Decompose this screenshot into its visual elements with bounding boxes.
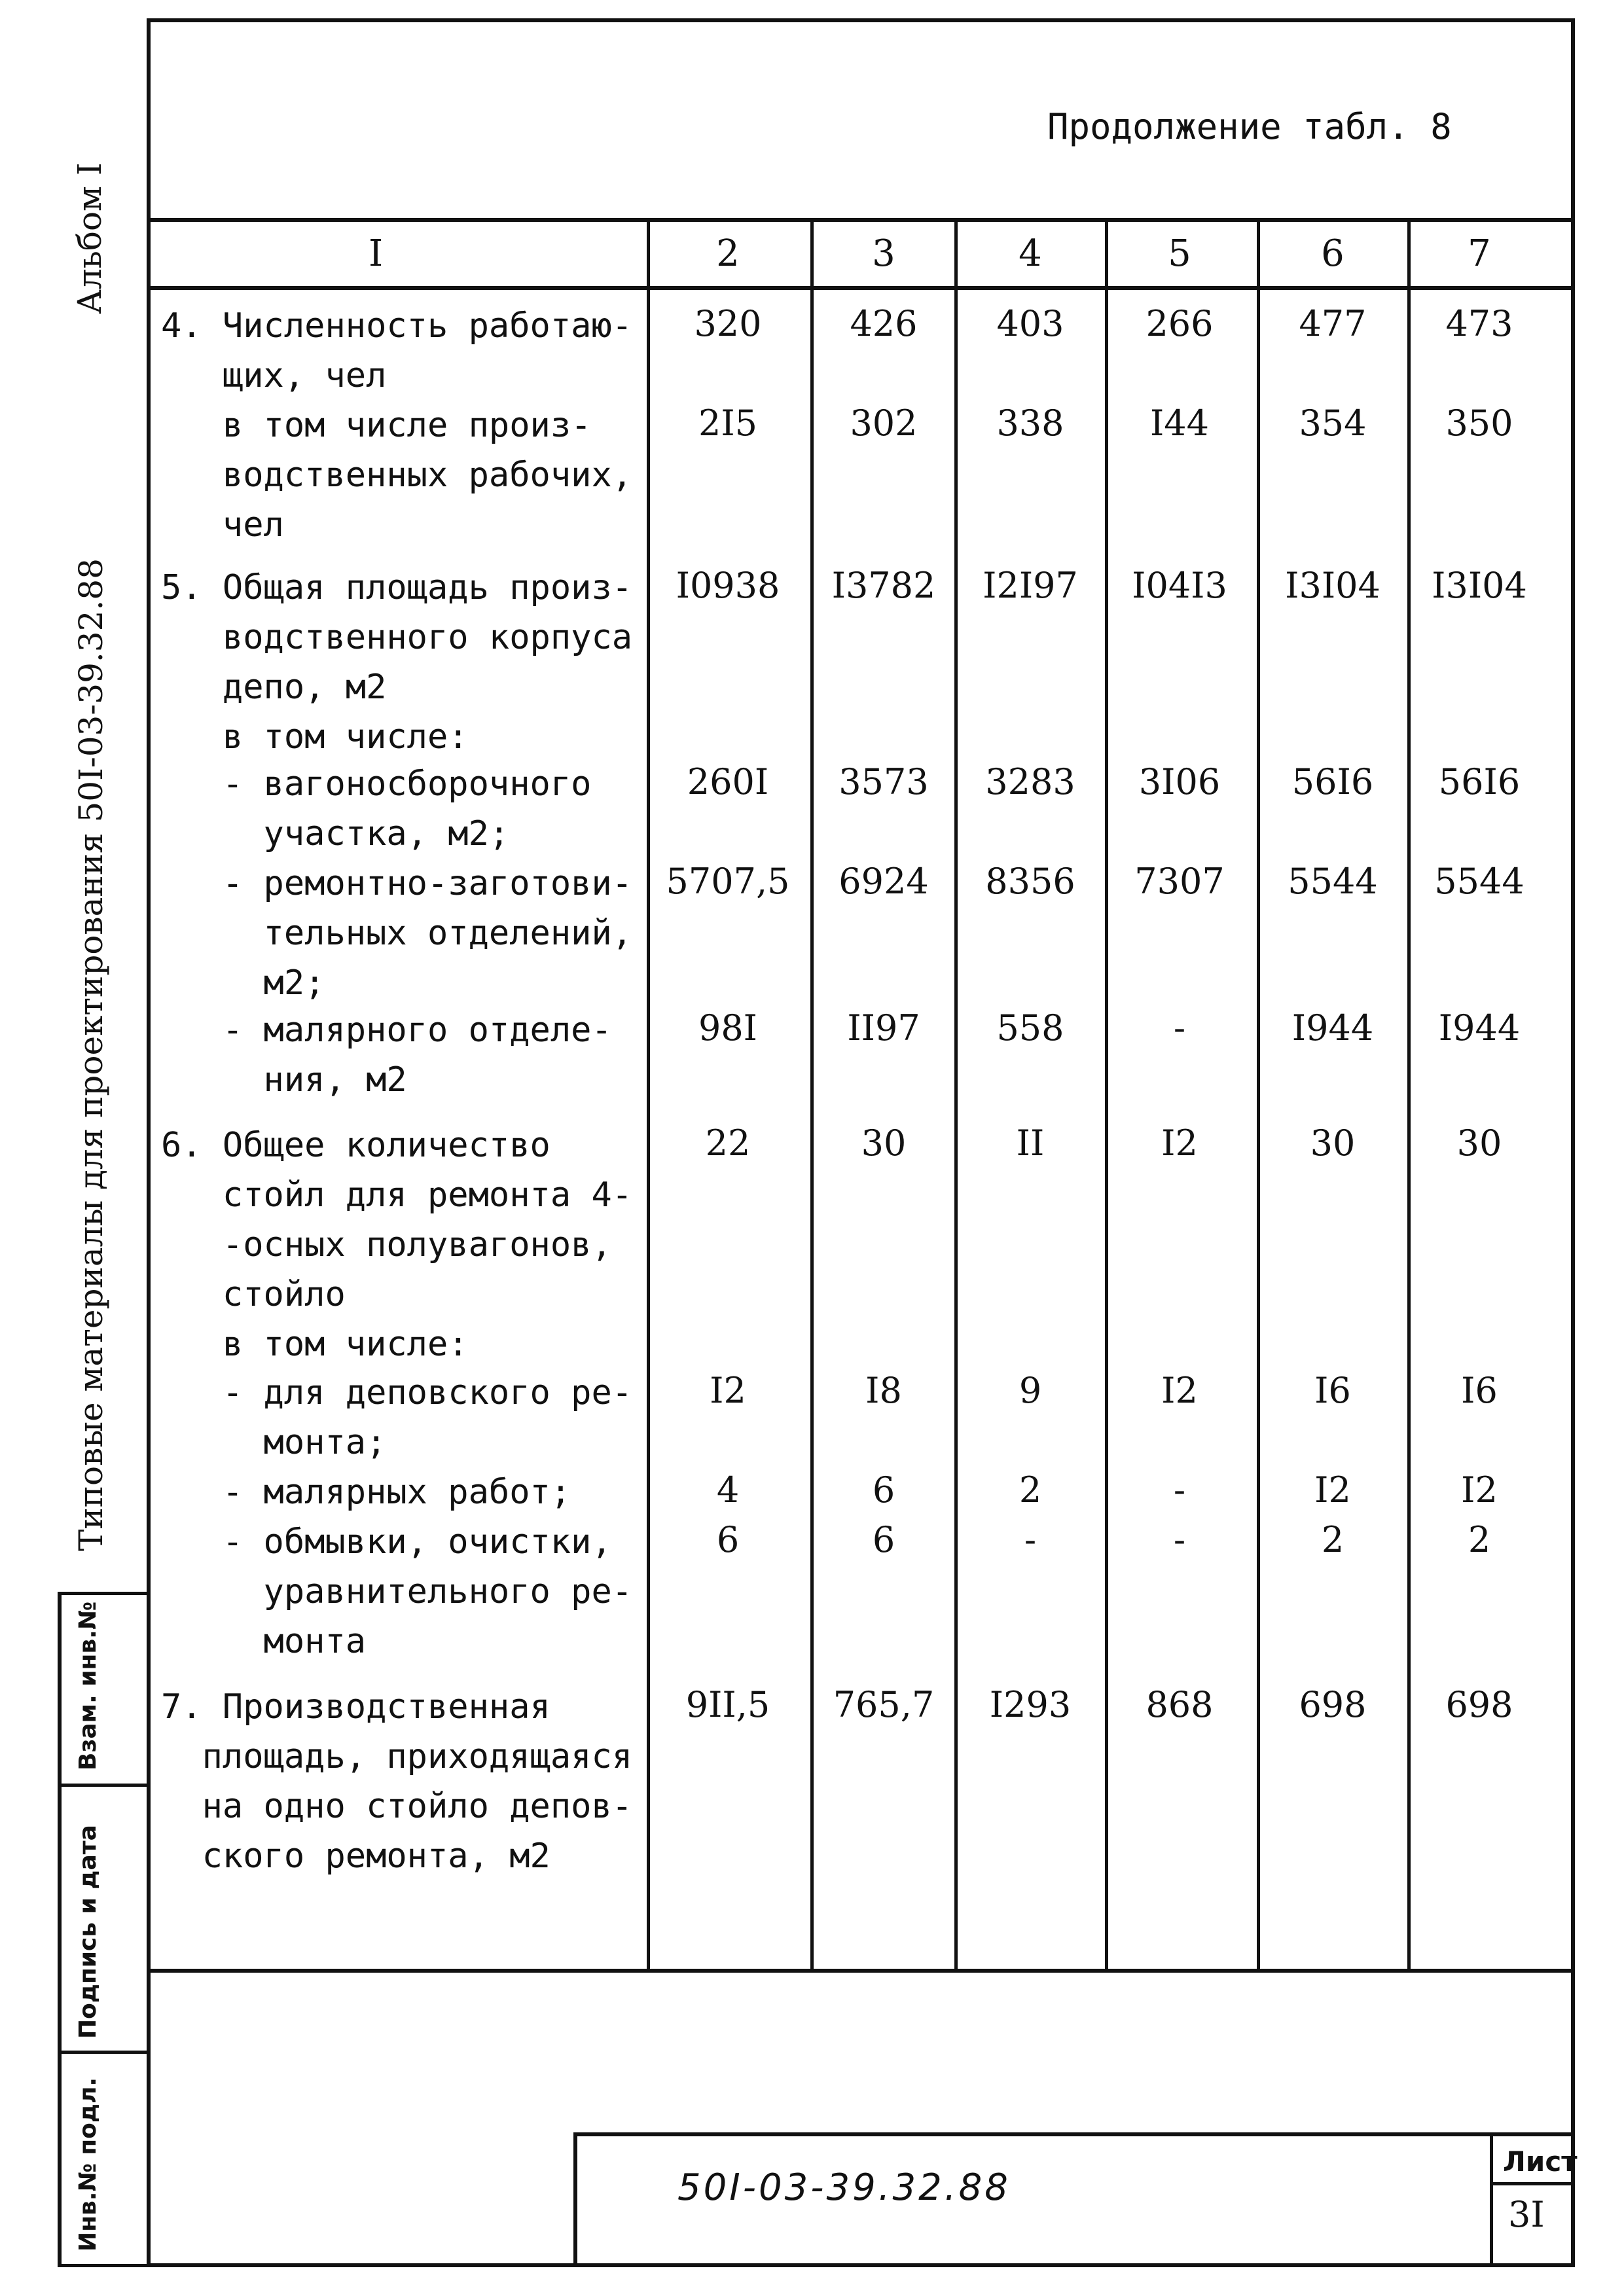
cell-value: I3782: [831, 565, 936, 606]
cell-value: 558: [996, 1007, 1064, 1049]
cell-value: 56I6: [1291, 761, 1374, 802]
cell-value: 5707,5: [666, 861, 790, 902]
cell-value: I8: [865, 1370, 902, 1411]
column-header: 2: [716, 232, 740, 275]
cell-value: I2: [1161, 1122, 1198, 1164]
cell-value: 302: [850, 403, 918, 444]
cell-value: 22: [705, 1122, 751, 1164]
title-block-left: [573, 2132, 577, 2267]
cell-value: I0938: [676, 565, 780, 606]
table-top-line: [147, 218, 1575, 222]
column-header: 5: [1168, 232, 1191, 275]
stamp-divider: [58, 2051, 149, 2054]
cell-value: 477: [1299, 303, 1367, 344]
cell-value: 698: [1299, 1684, 1367, 1725]
cell-value: I2: [1461, 1469, 1498, 1511]
stamp-divider: [58, 1784, 149, 1787]
cell-value: 266: [1146, 303, 1214, 344]
row-label: - обмывки, очистки, уравнительного ре- монта: [222, 1522, 633, 1661]
cell-value: I2I97: [983, 565, 1078, 606]
sheet-number: 3I: [1508, 2194, 1545, 2235]
cell-value: -: [1173, 1469, 1186, 1511]
cell-value: II97: [847, 1007, 920, 1049]
cell-value: 350: [1445, 403, 1513, 444]
stamp-label-inv-orig: Инв.№ подл.: [75, 2077, 101, 2251]
stamp-divider: [58, 1592, 149, 1595]
cell-value: I04I3: [1132, 565, 1227, 606]
cell-value: I44: [1149, 403, 1210, 444]
row-label: 6. Общее количество стойл для ремонта 4- -осных полувагонов, стойло в том числе:: [161, 1126, 633, 1364]
column-divider: [647, 218, 650, 1971]
frame-right: [1571, 18, 1575, 2267]
cell-value: 56I6: [1438, 761, 1521, 802]
cell-value: 2: [1019, 1469, 1042, 1511]
cell-value: 868: [1146, 1684, 1214, 1725]
cell-value: 2I5: [698, 403, 758, 444]
cell-value: 6: [872, 1519, 895, 1560]
cell-value: 403: [996, 303, 1064, 344]
title-block-top: [575, 2132, 1575, 2136]
continuation-title: Продолжение табл. 8: [1047, 106, 1452, 147]
cell-value: 2: [1468, 1519, 1491, 1560]
row-label: - ремонтно-заготови- тельных отделений, м2;: [222, 864, 633, 1003]
table-bottom-line: [147, 1969, 1575, 1973]
column-header: I: [368, 232, 384, 275]
sheet-box-divider: [1490, 2182, 1575, 2185]
row-label: - малярных работ;: [161, 1473, 571, 1512]
cell-value: 7307: [1134, 861, 1225, 902]
frame-left: [147, 18, 151, 2267]
cell-value: I2: [710, 1370, 746, 1411]
cell-value: 260I: [687, 761, 769, 802]
cell-value: 354: [1299, 403, 1367, 444]
cell-value: I2: [1161, 1370, 1198, 1411]
cell-value: I2: [1314, 1469, 1351, 1511]
cell-value: I6: [1461, 1370, 1498, 1411]
cell-value: 5544: [1288, 861, 1378, 902]
cell-value: -: [1173, 1519, 1186, 1560]
stamp-label-replace-inv: Взам. инв.№: [75, 1601, 101, 1770]
cell-value: I944: [1438, 1007, 1521, 1049]
frame-top: [147, 18, 1575, 22]
cell-value: 765,7: [833, 1684, 935, 1725]
cell-value: I944: [1291, 1007, 1374, 1049]
cell-value: 698: [1445, 1684, 1513, 1725]
cell-value: 98I: [698, 1007, 758, 1049]
cell-value: 5544: [1434, 861, 1525, 902]
table-header-line: [147, 286, 1575, 290]
row-label: в том числе произ- водственных рабочих, чел: [222, 406, 633, 545]
cell-value: 9: [1019, 1370, 1042, 1411]
cell-value: 2: [1321, 1519, 1344, 1560]
cell-value: 6: [872, 1469, 895, 1511]
column-divider: [1257, 218, 1260, 1971]
cell-value: 6: [716, 1519, 740, 1560]
cell-value: I3I04: [1285, 565, 1380, 606]
cell-value: 426: [850, 303, 918, 344]
column-header: 4: [1019, 232, 1042, 275]
stamp-label-signature-date: Подпись и дата: [75, 1825, 101, 2039]
cell-value: 3283: [985, 761, 1075, 802]
cell-value: 9II,5: [685, 1684, 770, 1725]
cell-value: 8356: [985, 861, 1075, 902]
column-header: 6: [1321, 232, 1344, 275]
cell-value: I3I04: [1432, 565, 1527, 606]
cell-value: 30: [1310, 1122, 1356, 1164]
cell-value: I293: [989, 1684, 1072, 1725]
series-label: Типовые материалы для проектирования 50I-03-39.32.88: [72, 558, 110, 1551]
row-label: 5. Общая площадь произ- водственного корпуса депо, м2 в том числе:: [161, 568, 633, 757]
cell-value: 473: [1445, 303, 1513, 344]
album-label: Альбом I: [71, 162, 109, 314]
stamp-divider: [58, 2264, 149, 2267]
column-header: 3: [872, 232, 895, 275]
row-label: 4. Численность работаю- щих, чел: [161, 306, 633, 395]
document-code: 50I-03-39.32.88: [677, 2166, 1011, 2209]
cell-value: 3573: [839, 761, 929, 802]
cell-value: -: [1173, 1007, 1186, 1049]
row-label: - для деповского ре- монта;: [222, 1373, 633, 1462]
cell-value: -: [1024, 1519, 1037, 1560]
column-header: 7: [1468, 232, 1491, 275]
cell-value: 30: [1456, 1122, 1502, 1164]
cell-value: I6: [1314, 1370, 1351, 1411]
cell-value: 30: [861, 1122, 907, 1164]
cell-value: 3I06: [1138, 761, 1221, 802]
cell-value: 320: [694, 303, 762, 344]
row-label: - малярного отделе- ния, м2: [222, 1011, 612, 1100]
cell-value: II: [1016, 1122, 1045, 1164]
cell-value: 4: [716, 1469, 740, 1511]
row-label: 7. Производственная площадь, приходящаяся на одно стойло депов- ского ремонта, м2: [161, 1687, 633, 1876]
row-label: - вагоносборочного участка, м2;: [222, 764, 592, 853]
sheet-box-left: [1490, 2132, 1493, 2267]
sheet-label: Лист: [1503, 2145, 1578, 2178]
cell-value: 6924: [839, 861, 929, 902]
stamp-column-left-border: [58, 1592, 62, 2267]
frame-bottom: [147, 2263, 1575, 2267]
cell-value: 338: [996, 403, 1064, 444]
